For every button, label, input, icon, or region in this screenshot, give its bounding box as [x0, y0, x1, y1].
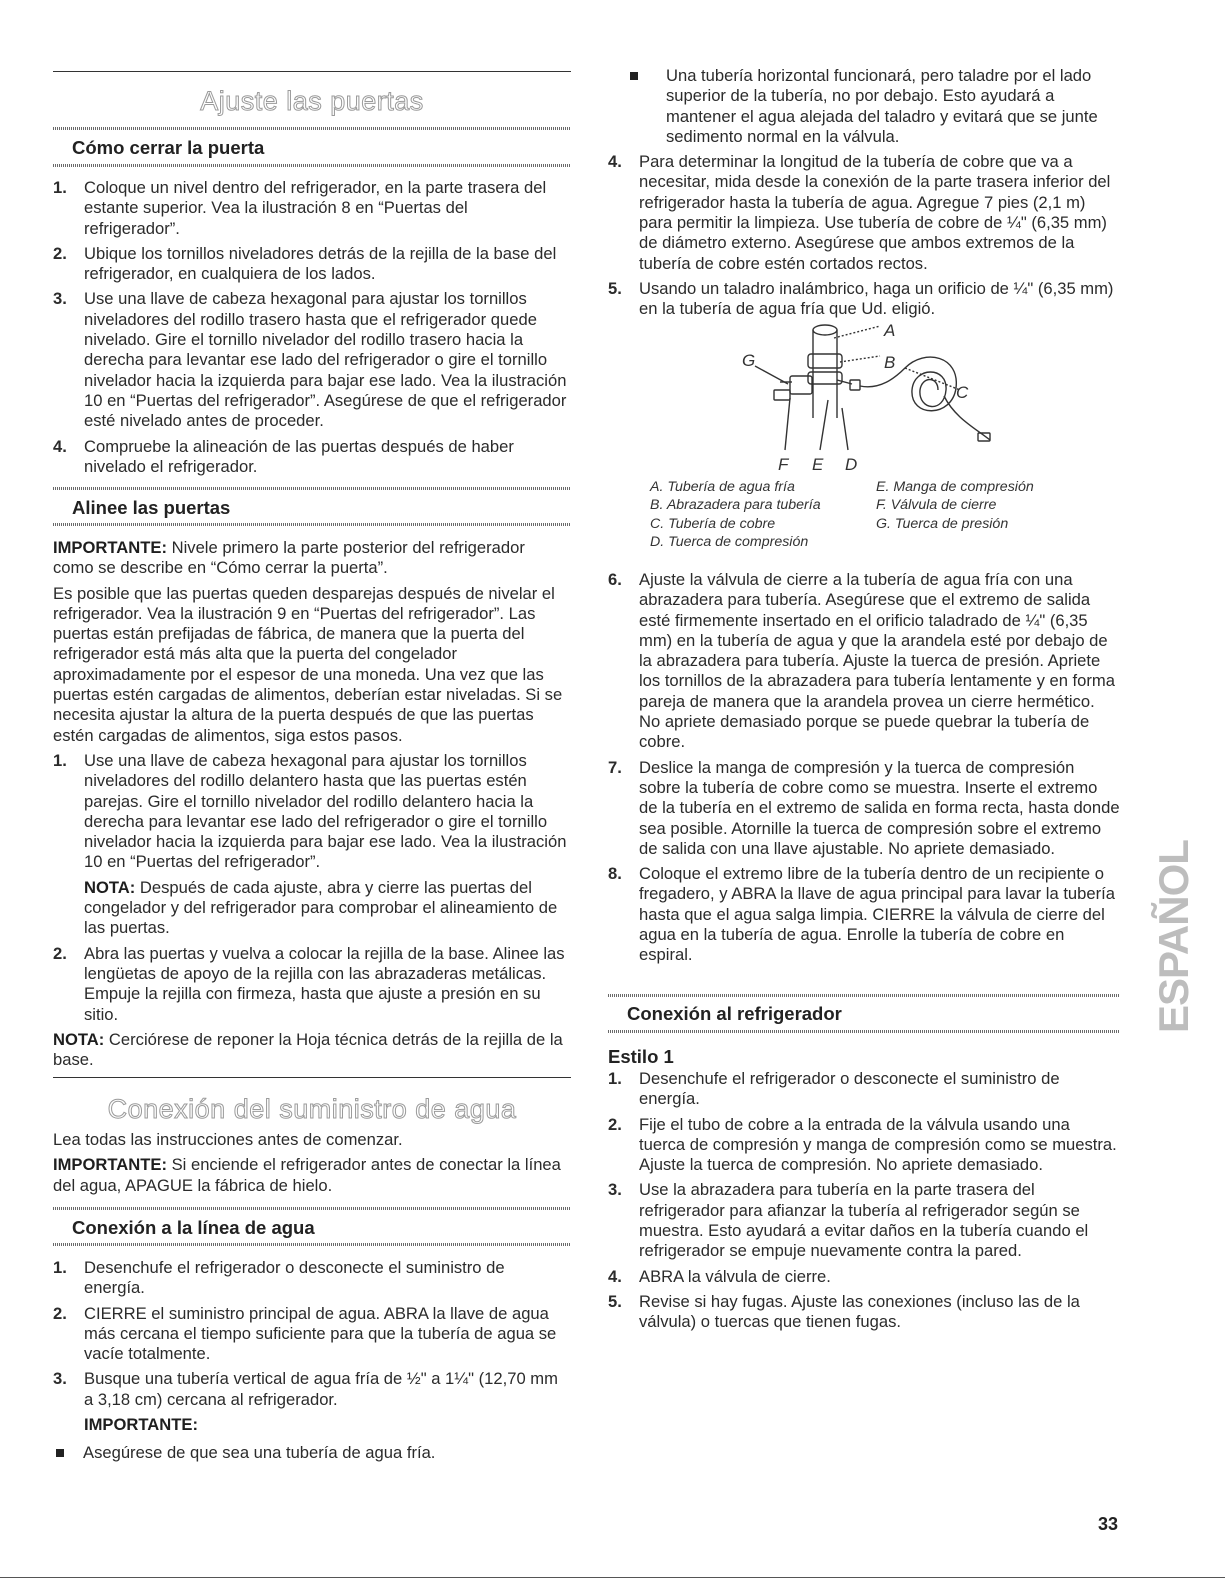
list-como-cerrar [53, 178, 568, 482]
list-item: 3. Busque una tubería vertical de agua fría de ½" a 1¼" (12,70 mm a 3,18 cm) cercana al refrigerador. IMPORTANTE: [53, 1369, 568, 1435]
right-top-block [608, 66, 1120, 325]
legend-item: E. Manga de compresión [876, 479, 1034, 495]
legend-item: B. Abrazadera para tubería [650, 497, 821, 514]
important-note: IMPORTANTE: Si enciende el refrigerador antes de conectar la línea del agua, APAGUE la fábrica de hielo. [53, 1155, 561, 1195]
list-item: 7. Deslice la manga de compresión y la tuerca de compresión sobre la tubería de cobre como se muestra. Inserte el extremo de la tubería en el extremo de salida en forma recta, hasta donde sea posible. Atornille la tuerca de compresión sobre el extremo de salida con una llave ajustable. No apriete demasiado. [608, 757, 1120, 858]
intro-block [53, 1130, 568, 1201]
bullet-icon [56, 1449, 64, 1457]
diagram-label-e: E [812, 455, 824, 473]
language-tab: ESPAÑOL [1150, 840, 1197, 1034]
legend-item: G. Tuerca de presión [876, 515, 1009, 532]
legend-item: D. Tuerca de compresión [650, 533, 809, 550]
list-item: 2. Ubique los tornillos niveladores detrás de la rejilla de la base del refrigerador, en cualquiera de los lados. [53, 243, 557, 284]
diagram-legend [650, 478, 1070, 558]
diagram-label-c: C [956, 383, 969, 402]
important-label: IMPORTANTE: [84, 1415, 198, 1435]
list-item: 4. ABRA la válvula de cierre. [608, 1266, 831, 1286]
bullet-item: Asegúrese de que sea una tubería de agua fría. [53, 1443, 568, 1463]
list-estilo-1 [608, 1069, 1120, 1338]
list-linea-agua [53, 1258, 568, 1469]
legend-item: A. Tubería de agua fría [650, 479, 795, 495]
bullet-item: Una tubería horizontal funcionará, pero taladre por el lado superior de la tubería, no por debajo. Esto ayudará a mantener el agua alejada del taladro y evitará que se junte sedimento normal en la válvula. [608, 66, 1120, 147]
subheading-conexion-refrigerador: Conexión al refrigerador [627, 1003, 842, 1024]
divider [53, 487, 571, 490]
list-item: 5. Revise si hay fugas. Ajuste las conexiones (incluso las de la válvula) o tuercas que tienen fugas. [608, 1291, 1080, 1332]
section-alinee-body [53, 538, 568, 1075]
list-item: 2. CIERRE el suministro principal de agua. ABRA la llave de agua más cercana el tiempo suficiente para que la tubería de agua se vacíe totalmente. [53, 1303, 557, 1364]
diagram-label-d: D [845, 455, 858, 473]
note: NOTA: Después de cada ajuste, abra y cierre las puertas del congelador y del refrigerador para comprobar el alineamiento de las puertas. [84, 877, 558, 938]
diagram-label-a: A [884, 321, 896, 340]
shutoff-valve-diagram [730, 318, 1000, 473]
diagram-label-g: G [742, 351, 756, 370]
subheading-linea-agua: Conexión a la línea de agua [72, 1217, 315, 1238]
divider [53, 1243, 571, 1246]
bottom-rule [0, 1577, 1225, 1578]
list-item: 1. Desenchufe el refrigerador o desconecte el suministro de energía. [53, 1258, 505, 1298]
divider [53, 1207, 571, 1210]
bullet-icon [630, 72, 638, 80]
paragraph: Es posible que las puertas queden desparejas después de nivelar el refrigerador. Vea la ilustración 9 en “Puertas del refrigerador”. Las puertas están prefijadas de fábrica, de manera que la puerta del refrigerador está más alta que la puerta del congelador aproximadamente por el espesor de una moneda. Una vez que las puertas estén cargadas de alimentos, deberían estar niveladas. Si se necesita ajustar la altura de la puerta después de que las puertas estén cargadas de alimentos, siga estos pasos. [53, 583, 563, 745]
subheading-estilo-1: Estilo 1 [608, 1046, 674, 1067]
important-note: IMPORTANTE: Nivele primero la parte posterior del refrigerador como se describe en “Cómo cerrar la puerta”. [53, 538, 525, 578]
right-mid-block [608, 570, 1120, 971]
section-title-conexion: Conexión del suministro de agua [107, 1094, 517, 1124]
subheading-alinee: Alinee las puertas [72, 497, 231, 518]
divider [53, 523, 571, 526]
list-item: 4. Compruebe la alineación de las puertas después de haber nivelado el refrigerador. [53, 436, 514, 476]
diagram-label-b: B [884, 353, 896, 372]
divider [53, 164, 571, 167]
legend-item: F. Válvula de cierre [876, 497, 997, 514]
list-item: 5. Usando un taladro inalámbrico, haga un orificio de ¼" (6,35 mm) en la tubería de agua fría que Ud. eligió. [608, 278, 1114, 319]
divider [608, 1030, 1120, 1033]
top-rule-left [53, 71, 571, 72]
diagram-label-f: F [778, 455, 789, 473]
list-item: 3. Use la abrazadera para tubería en la parte trasera del refrigerador para afianzar la tubería al refrigerador según se muestra. Esto ayudará a evitar daños en la tubería cuando el refrigerador se empuje nuevamente contra la pared. [608, 1180, 1089, 1261]
page-number: 33 [1098, 1514, 1119, 1534]
legend-item: C. Tubería de cobre [650, 515, 776, 532]
list-item: 1. Desenchufe el refrigerador o desconecte el suministro de energía. [608, 1069, 1060, 1109]
list-item: 2. Fije el tubo de cobre a la entrada de la válvula usando una tuerca de compresión y manga de compresión como se muestra. Ajuste la tuerca de compresión. No apriete demasiado. [608, 1114, 1117, 1175]
section-title-ajuste: Ajuste las puertas [200, 86, 424, 116]
list-item: 4. Para determinar la longitud de la tubería de cobre que va a necesitar, mida desde la conexión de la parte trasera inferior del refrigerador hasta la tubería de agua. Agregue 7 pies (2,1 m) para permitir la limpieza. Use tubería de cobre de ¼" (6,35 mm) de diámetro externo. Asegúrese que ambos extremos de la tubería de cobre estén cortados rectos. [608, 152, 1111, 273]
section-rule [53, 1077, 571, 1078]
list-item: 6. Ajuste la válvula de cierre a la tubería de agua fría con una abrazadera para tubería. Asegúrese que el extremo de salida esté firmemente insertado en el orificio taladrado de ¼" (6,35 mm) en la tubería de agua y que la arandela esté por debajo de la abrazadera para tubería. Ajuste la tuerca de presión. Apriete los tornillos de la abrazadera para tubería lentamente y en forma pareja de manera que la arandela provea un cierre hermético. No apriete demasiado porque se puede quebrar la tubería de cobre. [608, 570, 1115, 752]
list-item: 1. Use una llave de cabeza hexagonal para ajustar los tornillos niveladores del rodillo delantero hasta que las puertas estén parejas. Gire el tornillo nivelador del rodillo delantero hacia la derecha para levantar ese lado del refrigerador o gire el tornillo nivelador hacia la izquierda para bajar ese lado. Vea la ilustración 10 en “Puertas del refrigerador”. NOTA: Después de cada ajuste, abra y cierre las puertas del congelador y del refrigerador para comprobar el alineamiento de las puertas. [53, 750, 567, 938]
divider [53, 127, 571, 130]
list-item: 2. Abra las puertas y vuelva a colocar la rejilla de la base. Alinee las lengüetas de apoyo de la rejilla con las abrazaderas metálicas. Empuje la rejilla con firmeza, hasta que ajuste a presión en su sitio. [53, 943, 565, 1024]
divider [608, 994, 1120, 997]
list-item: 8. Coloque el extremo libre de la tubería dentro de un recipiente o fregadero, y ABRA la llave de agua principal para lavar la tubería hasta que el agua salga limpia. CIERRE la válvula de cierre del agua en la tubería de agua. Enrolle la tubería de cobre en espiral. [608, 864, 1115, 965]
intro-text: Lea todas las instrucciones antes de comenzar. [53, 1130, 403, 1149]
note: NOTA: Cerciórese de reponer la Hoja técnica detrás de la rejilla de la base. [53, 1029, 563, 1070]
list-item: 3. Use una llave de cabeza hexagonal para ajustar los tornillos niveladores del rodillo trasero hasta que el refrigerador quede nivelado. Gire el tornillo nivelador del rodillo trasero hacia la derecha para levantar ese lado del refrigerador o gire el tornillo nivelador hacia la izquierda para bajar ese lado. Vea la ilustración 10 en “Puertas del refrigerador”. Asegúrese de que el refrigerador esté nivelado antes de proceder. [53, 289, 567, 431]
list-item: 1. Coloque un nivel dentro del refrigerador, en la parte trasera del estante superior. Vea la ilustración 8 en “Puertas del refrigerador”. [53, 178, 547, 238]
subheading-como-cerrar: Cómo cerrar la puerta [72, 137, 265, 158]
